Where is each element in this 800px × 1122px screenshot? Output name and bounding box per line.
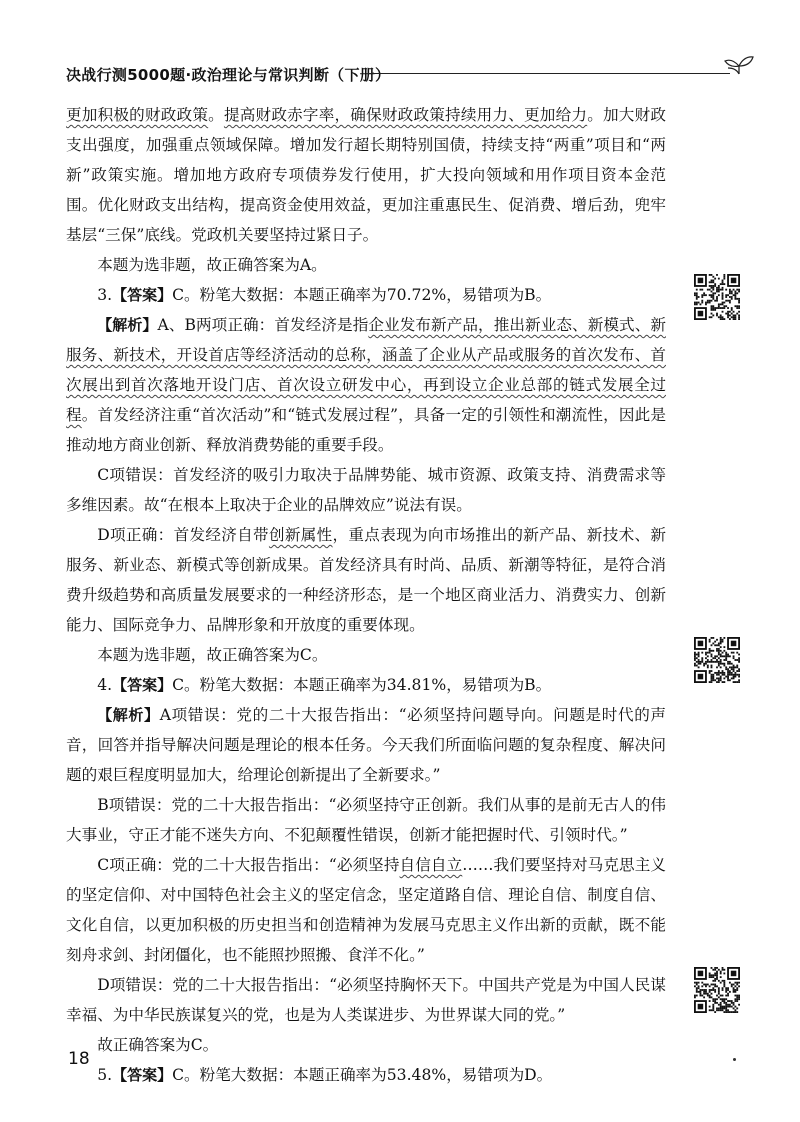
text-run: ，重点表现为向市场推出的新产品、新技术、新服务、新业态、新模式等创新成果。首发经济具有时尚、品质、新潮等特征，是符合消费升级趋势和高质量发展要求的一种经济形态，是一个地区商业活力、消费实力、创新能力、国际竞争力、品牌形象和开放度的重要体现。	[66, 526, 666, 634]
question-number: 4.	[97, 676, 113, 694]
text-run: C项正确：党的二十大报告指出：“必须坚持	[97, 856, 400, 874]
q3-analysis	[66, 310, 666, 460]
answer-text: C。粉笔大数据：本题正确率为70.72%，易错项为B。	[172, 286, 552, 304]
answer-tag: 【答案】	[112, 1066, 173, 1084]
answer-text: C。粉笔大数据：本题正确率为34.81%，易错项为B。	[172, 676, 552, 694]
q3-answer-line	[66, 280, 666, 310]
answer-tag: 【答案】	[112, 676, 173, 694]
text-run: 。	[208, 106, 224, 124]
text-run: A项错误：党的二十大报告指出：“必须坚持问题导向。问题是时代的声音，回答并指导解决问题是理论的根本任务。今天我们所面临问题的复杂程度、解决问题的艰巨程度明显加大，给理论创新提出了全新要求。”	[66, 706, 666, 784]
q3-conclusion: 本题为选非题，故正确答案为C。	[97, 646, 328, 664]
header-rule	[368, 73, 730, 74]
running-header	[66, 58, 770, 88]
paragraph-fiscal-policy	[66, 100, 666, 250]
q3-option-d	[66, 520, 666, 640]
book-title: 决战行测5000题·政治理论与常识判断（下册）	[66, 66, 391, 84]
text-run: ……我们要坚持对马克思主义的坚定信仰、对中国特色社会主义的坚定信念，坚定道路自信、理论自信、制度自信、文化自信，以更加积极的历史担当和创造精神为发展马克思主义作出新的贡献，既不能刻舟求剑、封闭僵化，也不能照抄照搬、食洋不化。”	[66, 856, 666, 964]
q4-answer-line	[66, 670, 666, 700]
q2-conclusion: 本题为选非题，故正确答案为A。	[97, 256, 327, 274]
text-run: A、B两项正确：首发经济是指	[157, 316, 369, 334]
question-number: 5.	[97, 1066, 113, 1084]
q4-option-b: B项错误：党的二十大报告指出：“必须坚持守正创新。我们从事的是前无古人的伟大事业，守正才能不迷失方向、不犯颠覆性错误，创新才能把握时代、引领时代。”	[66, 796, 666, 844]
page-number: 18	[68, 1049, 90, 1069]
underlined-phrase: 更加积极的财政政策	[66, 106, 209, 124]
analysis-tag: 【解析】	[97, 706, 160, 724]
print-dot	[733, 1058, 736, 1061]
question-number: 3.	[97, 286, 113, 304]
underlined-phrase: 创新属性	[268, 526, 333, 544]
sprout-icon	[722, 52, 756, 82]
qr-code-icon[interactable]	[694, 967, 740, 1013]
q4-analysis	[66, 700, 666, 790]
answer-text: C。粉笔大数据：本题正确率为53.48%，易错项为D。	[172, 1066, 553, 1084]
qr-code-icon[interactable]	[694, 637, 740, 683]
answer-tag: 【答案】	[112, 286, 173, 304]
q5-answer-line	[66, 1060, 666, 1090]
q4-conclusion: 故正确答案为C。	[97, 1036, 219, 1054]
analysis-tag: 【解析】	[97, 316, 158, 334]
q4-option-c	[66, 850, 666, 970]
q3-option-c: C项错误：首发经济的吸引力取决于品牌势能、城市资源、政策支持、消费需求等多维因素。故“在根本上取决于企业的品牌效应”说法有误。	[66, 466, 666, 514]
qr-code-icon[interactable]	[694, 274, 740, 320]
underlined-phrase: 企业发布新产品，推出新业态、新模式、新服务、新技术，开设首店等经济活动的总称，涵盖了企业从产品或服务的首次发布、首次展出到首次落地开设门店、首次设立研发中心，再到设立企业总部的链式发展全过程	[66, 316, 666, 424]
q4-option-d: D项错误：党的二十大报告指出：“必须坚持胸怀天下。中国共产党是为中国人民谋幸福、为中华民族谋复兴的党，也是为人类谋进步、为世界谋大同的党。”	[66, 976, 666, 1024]
page-body	[66, 100, 666, 1090]
underlined-phrase: 提高财政赤字率，确保财政政策持续用力、更加给力	[223, 106, 588, 124]
text-run: D项正确：首发经济自带	[97, 526, 269, 544]
underlined-phrase: 自信自立	[399, 856, 463, 874]
text-run: 。加大财政支出强度，加强重点领域保障。增加发行超长期特别国债，持续支持“两重”项目和“两新”政策实施。增加地方政府专项债券发行使用，扩大投向领域和用作项目资本金范围。优化财政支出结构，提高资金使用效益，更加注重惠民生、促消费、增后劲，兜牢基层“三保”底线。党政机关要坚持过紧日子。	[66, 106, 666, 244]
text-run: 。首发经济注重“首次活动”和“链式发展过程”，具备一定的引领性和潮流性，因此是推动地方商业创新、释放消费势能的重要手段。	[66, 406, 666, 454]
